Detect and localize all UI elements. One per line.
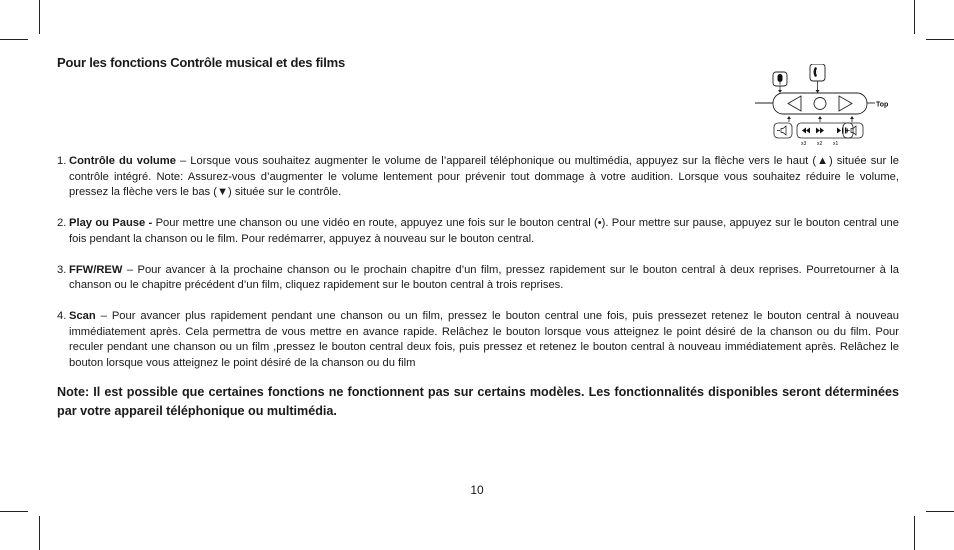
crop-mark bbox=[914, 516, 915, 550]
item-text: – Pour avancer à la prochaine chanson ou le prochain chapitre d’un film, pressez rapidement sur le bouton central à deux reprises. Pourretourner à la chanson ou le chapitre précédent d’un film, cliquez rapidement sur le bouton central à trois reprises. bbox=[69, 263, 899, 292]
multiplier-label: x2 bbox=[817, 141, 823, 147]
compatibility-note: Note: Il est possible que certaines fonctions ne fonctionnent pas sur certains modèles. Les fonctionnalités disponibles seront déterminées par votre appareil téléphonique ou multimédia. bbox=[57, 385, 899, 418]
item-number: 4. bbox=[57, 309, 67, 322]
page-number: 10 bbox=[470, 483, 484, 497]
center-button-icon bbox=[814, 98, 826, 110]
instruction-list bbox=[57, 154, 899, 387]
item-number: 2. bbox=[57, 217, 67, 230]
top-label: Top bbox=[876, 101, 889, 109]
crop-mark bbox=[39, 0, 40, 34]
item-text: – Lorsque vous souhaitez augmenter le volume de l’appareil téléphonique ou multimédia, appuyez sur la flèche vers le haut (▲) située sur le contrôle intégré. Note: Assurez-vous d’augmenter le volume lentement pour prévenir tout dommage à votre audition. Lorsque vous souhaitez réduire le volume, pressez la flèche vers le bas (▼) située sur le contrôle. bbox=[69, 155, 899, 199]
volume-down-arrow-icon bbox=[788, 96, 801, 111]
item-title: Contrôle du volume bbox=[69, 155, 176, 167]
crop-mark bbox=[0, 511, 28, 512]
item-title: Play ou Pause - bbox=[69, 217, 153, 230]
item-title: Scan bbox=[69, 309, 96, 322]
crop-mark bbox=[926, 511, 954, 512]
multiplier-label: x1 bbox=[833, 141, 839, 147]
crop-mark bbox=[39, 516, 40, 550]
item-title: FFW/REW bbox=[69, 263, 123, 276]
crop-mark bbox=[0, 39, 28, 40]
list-item bbox=[57, 154, 899, 201]
fast-forward-rewind-icon bbox=[797, 123, 853, 138]
list-item bbox=[57, 309, 899, 372]
list-item bbox=[57, 216, 899, 247]
volume-up-arrow-icon bbox=[839, 96, 852, 111]
list-item bbox=[57, 263, 899, 294]
item-text: Pour mettre une chanson ou une vidéo en route, appuyez une fois sur le bouton central (•). Pour mettre sur pause, appuyez sur le bouton central une fois pendant la chanson ou le film. Pour redémarrer, appuyez à nouveau sur le bouton central. bbox=[69, 217, 899, 245]
volume-minus-icon bbox=[774, 123, 792, 138]
crop-mark bbox=[914, 0, 915, 34]
item-number: 3. bbox=[57, 263, 67, 276]
phone-icon bbox=[810, 64, 825, 81]
item-number: 1. bbox=[57, 155, 67, 167]
microphone-icon bbox=[773, 72, 787, 86]
multiplier-label: x3 bbox=[801, 141, 807, 147]
crop-mark bbox=[926, 39, 954, 40]
section-heading: Pour les fonctions Contrôle musical et des films bbox=[57, 55, 346, 70]
remote-control-diagram bbox=[755, 64, 895, 150]
item-text: – Pour avancer plus rapidement pendant une chanson ou un film, pressez le bouton central une fois, puis pressezet retenez le bouton central à nouveau immédiatement après. Cela permettra de vous mettre en avance rapide. Relâchez le bouton lorsque vous atteignez le point désiré de la chanson ou du film. Pour reculer pendant une chanson ou un film ,pressez le bouton central deux fois, puis pressez et retenez le bouton central à nouveau immédiatement après. Relâchez le bouton lorsque vous atteignez le point désiré de la chanson ou du film bbox=[69, 309, 899, 370]
